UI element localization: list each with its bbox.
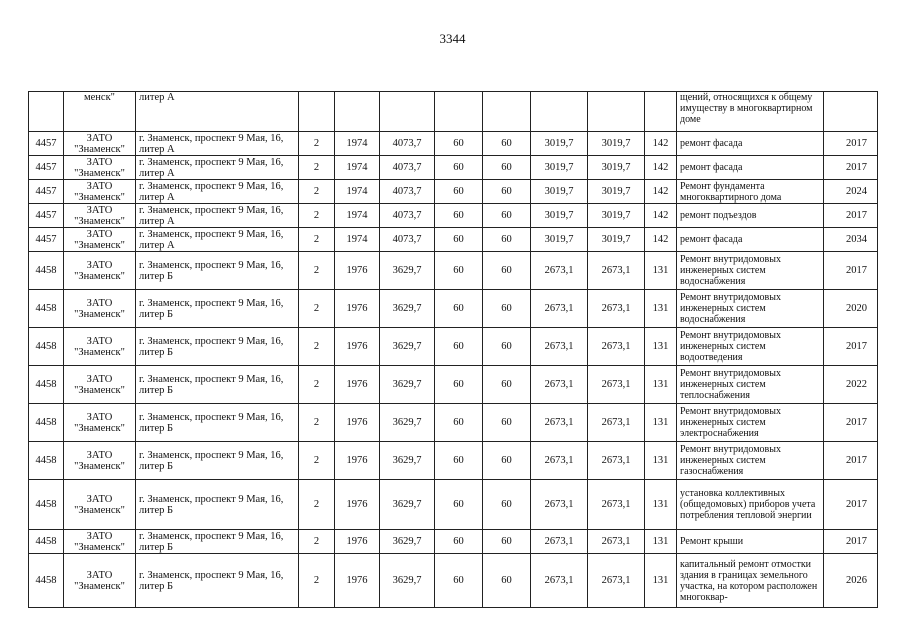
- cost-cell: 60: [435, 404, 483, 442]
- residents-cell: 131: [645, 404, 677, 442]
- floors-cell: 2: [299, 442, 335, 480]
- row-id-cell: 4457: [29, 180, 64, 204]
- table-row: [29, 530, 878, 554]
- floors-cell: 2: [299, 554, 335, 608]
- year-cell: 1974: [335, 204, 380, 228]
- address-cell: г. Знаменск, проспект 9 Мая, 16, литер А: [136, 132, 299, 156]
- address-cell: г. Знаменск, проспект 9 Мая, 16, литер Б: [136, 442, 299, 480]
- cost-limit-cell: 60: [483, 480, 531, 530]
- cost-limit-cell: 60: [483, 442, 531, 480]
- row-id-cell: 4458: [29, 252, 64, 290]
- plan-year-cell: 2017: [824, 252, 878, 290]
- cost-limit-cell: 60: [483, 132, 531, 156]
- table-row: [29, 328, 878, 366]
- row-id-cell: 4458: [29, 328, 64, 366]
- residents-cell: 131: [645, 328, 677, 366]
- residents-cell: 131: [645, 252, 677, 290]
- cost-limit-cell: 60: [483, 328, 531, 366]
- living-area-cell: 3019,7: [531, 228, 588, 252]
- plan-year-cell: 2017: [824, 156, 878, 180]
- total-area-cell: 4073,7: [380, 132, 435, 156]
- table-row: [29, 228, 878, 252]
- cost-cell: 60: [435, 228, 483, 252]
- plan-year-cell: 2020: [824, 290, 878, 328]
- living-area-owned-cell: 3019,7: [588, 180, 645, 204]
- living-area-cell: 2673,1: [531, 366, 588, 404]
- municipality-cell: ЗАТО "Знаменск": [64, 204, 136, 228]
- floors-cell: 2: [299, 132, 335, 156]
- plan-year-cell: 2026: [824, 554, 878, 608]
- living-area-cell: 3019,7: [531, 180, 588, 204]
- year-cell: 1976: [335, 366, 380, 404]
- total-area-cell: 3629,7: [380, 554, 435, 608]
- cost-cell: 60: [435, 442, 483, 480]
- year-cell: 1974: [335, 228, 380, 252]
- table-row: [29, 442, 878, 480]
- work-type-cell: Ремонт внутридомовых инженерных систем электроснабжения: [677, 404, 824, 442]
- cost-cell: 60: [435, 366, 483, 404]
- address-cell: г. Знаменск, проспект 9 Мая, 16, литер Б: [136, 480, 299, 530]
- table-row: [29, 404, 878, 442]
- residents-cell: 131: [645, 290, 677, 328]
- municipality-cell: ЗАТО "Знаменск": [64, 554, 136, 608]
- living-area-cell: 3019,7: [531, 132, 588, 156]
- residents-cell: 142: [645, 132, 677, 156]
- cost-cell: 60: [435, 132, 483, 156]
- cost-cell: 60: [435, 252, 483, 290]
- cost-limit-cell: 60: [483, 228, 531, 252]
- table-body: [29, 92, 878, 608]
- cost-limit-cell: 60: [483, 290, 531, 328]
- work-type-cell: Ремонт внутридомовых инженерных систем водоснабжения: [677, 290, 824, 328]
- cost-limit-cell: 60: [483, 156, 531, 180]
- cost-limit-cell: 60: [483, 252, 531, 290]
- year-cell: 1976: [335, 404, 380, 442]
- municipality-cell: ЗАТО "Знаменск": [64, 480, 136, 530]
- living-area-cell: 2673,1: [531, 328, 588, 366]
- floors-cell: 2: [299, 366, 335, 404]
- plan-year-cell: 2017: [824, 442, 878, 480]
- living-area-cell: 2673,1: [531, 480, 588, 530]
- total-area-cell: 3629,7: [380, 290, 435, 328]
- living-area-owned-cell: 3019,7: [588, 204, 645, 228]
- plan-year-cell: 2017: [824, 404, 878, 442]
- row-id-cell: 4457: [29, 204, 64, 228]
- work-type-cell: Ремонт фундамента многоквартирного дома: [677, 180, 824, 204]
- floors-cell: 2: [299, 228, 335, 252]
- row-id-cell: 4458: [29, 442, 64, 480]
- municipality-cell: ЗАТО "Знаменск": [64, 290, 136, 328]
- living-area-cell: 2673,1: [531, 554, 588, 608]
- plan-year-cell: 2017: [824, 132, 878, 156]
- living-area-owned-cell: 3019,7: [588, 156, 645, 180]
- residents-cell: 142: [645, 156, 677, 180]
- living-area-owned-cell: 3019,7: [588, 132, 645, 156]
- address-cell: г. Знаменск, проспект 9 Мая, 16, литер Б: [136, 366, 299, 404]
- continuation-row: [29, 92, 878, 132]
- address-cell: г. Знаменск, проспект 9 Мая, 16, литер Б: [136, 404, 299, 442]
- municipality-cell: ЗАТО "Знаменск": [64, 328, 136, 366]
- repair-schedule-table: [28, 91, 878, 608]
- cost-cell: 60: [435, 180, 483, 204]
- address-cell: г. Знаменск, проспект 9 Мая, 16, литер А: [136, 228, 299, 252]
- residents-cell: 142: [645, 204, 677, 228]
- floors-cell: 2: [299, 180, 335, 204]
- living-area-owned-cell: 2673,1: [588, 442, 645, 480]
- living-area-owned-cell: 2673,1: [588, 328, 645, 366]
- floors-cell: 2: [299, 404, 335, 442]
- address-cell: г. Знаменск, проспект 9 Мая, 16, литер Б: [136, 554, 299, 608]
- plan-year-cell: 2017: [824, 204, 878, 228]
- address-cell: г. Знаменск, проспект 9 Мая, 16, литер А: [136, 156, 299, 180]
- row-id-cell: 4458: [29, 554, 64, 608]
- floors-cell: 2: [299, 480, 335, 530]
- municipality-cell: ЗАТО "Знаменск": [64, 530, 136, 554]
- plan-year-cell: 2024: [824, 180, 878, 204]
- residents-cell: 131: [645, 530, 677, 554]
- work-type-cell: ремонт фасада: [677, 156, 824, 180]
- plan-year-cell: 2017: [824, 328, 878, 366]
- page-number: 3344: [439, 31, 466, 46]
- cost-cell: 60: [435, 290, 483, 328]
- row-id-cell: 4458: [29, 404, 64, 442]
- total-area-cell: 3629,7: [380, 404, 435, 442]
- living-area-cell: 2673,1: [531, 442, 588, 480]
- residents-cell: 131: [645, 366, 677, 404]
- living-area-owned-cell: 2673,1: [588, 554, 645, 608]
- total-area-cell: 4073,7: [380, 228, 435, 252]
- total-area-cell: 3629,7: [380, 480, 435, 530]
- row-id-cell: 4458: [29, 290, 64, 328]
- total-area-cell: 3629,7: [380, 366, 435, 404]
- municipality-cell: ЗАТО "Знаменск": [64, 442, 136, 480]
- residents-cell: 131: [645, 442, 677, 480]
- living-area-cell: 2673,1: [531, 530, 588, 554]
- work-type-cell: ремонт фасада: [677, 132, 824, 156]
- cost-limit-cell: 60: [483, 180, 531, 204]
- year-cell: 1974: [335, 180, 380, 204]
- address-cell: г. Знаменск, проспект 9 Мая, 16, литер Б: [136, 530, 299, 554]
- year-cell: 1976: [335, 252, 380, 290]
- residents-cell: 142: [645, 180, 677, 204]
- work-type-cell: капитальный ремонт отмостки здания в границах земельного участка, на котором расположен многоквар-: [677, 554, 824, 608]
- municipality-cell: менск": [64, 92, 136, 132]
- table-row: [29, 366, 878, 404]
- row-id-cell: 4457: [29, 228, 64, 252]
- municipality-cell: ЗАТО "Знаменск": [64, 252, 136, 290]
- row-id-cell: 4458: [29, 480, 64, 530]
- living-area-owned-cell: 3019,7: [588, 228, 645, 252]
- living-area-cell: 2673,1: [531, 252, 588, 290]
- row-id-cell: 4457: [29, 132, 64, 156]
- address-cell: г. Знаменск, проспект 9 Мая, 16, литер Б: [136, 328, 299, 366]
- living-area-owned-cell: 2673,1: [588, 366, 645, 404]
- floors-cell: 2: [299, 252, 335, 290]
- table-row: [29, 156, 878, 180]
- plan-year-cell: 2034: [824, 228, 878, 252]
- total-area-cell: 4073,7: [380, 204, 435, 228]
- living-area-owned-cell: 2673,1: [588, 530, 645, 554]
- total-area-cell: 3629,7: [380, 328, 435, 366]
- work-type-cell: Ремонт внутридомовых инженерных систем водоотведения: [677, 328, 824, 366]
- table-row: [29, 252, 878, 290]
- address-cell: литер А: [136, 92, 299, 132]
- year-cell: 1976: [335, 554, 380, 608]
- cost-cell: 60: [435, 554, 483, 608]
- year-cell: 1976: [335, 530, 380, 554]
- residents-cell: 131: [645, 480, 677, 530]
- living-area-cell: 2673,1: [531, 404, 588, 442]
- cost-cell: 60: [435, 480, 483, 530]
- total-area-cell: 4073,7: [380, 156, 435, 180]
- year-cell: 1974: [335, 132, 380, 156]
- work-type-cell: ремонт подъездов: [677, 204, 824, 228]
- table-row: [29, 554, 878, 608]
- municipality-cell: ЗАТО "Знаменск": [64, 366, 136, 404]
- floors-cell: 2: [299, 328, 335, 366]
- living-area-cell: 3019,7: [531, 204, 588, 228]
- living-area-owned-cell: 2673,1: [588, 252, 645, 290]
- address-cell: г. Знаменск, проспект 9 Мая, 16, литер Б: [136, 290, 299, 328]
- year-cell: 1976: [335, 328, 380, 366]
- municipality-cell: ЗАТО "Знаменск": [64, 180, 136, 204]
- cost-limit-cell: 60: [483, 530, 531, 554]
- table-row: [29, 204, 878, 228]
- year-cell: 1976: [335, 480, 380, 530]
- cost-cell: 60: [435, 530, 483, 554]
- floors-cell: 2: [299, 204, 335, 228]
- municipality-cell: ЗАТО "Знаменск": [64, 228, 136, 252]
- municipality-cell: ЗАТО "Знаменск": [64, 132, 136, 156]
- table-row: [29, 480, 878, 530]
- address-cell: г. Знаменск, проспект 9 Мая, 16, литер Б: [136, 252, 299, 290]
- residents-cell: 142: [645, 228, 677, 252]
- table-row: [29, 290, 878, 328]
- plan-year-cell: 2017: [824, 530, 878, 554]
- row-id-cell: 4458: [29, 530, 64, 554]
- floors-cell: 2: [299, 156, 335, 180]
- plan-year-cell: 2017: [824, 480, 878, 530]
- work-type-cell: Ремонт крыши: [677, 530, 824, 554]
- cost-limit-cell: 60: [483, 366, 531, 404]
- work-type-cell: установка коллективных (общедомовых) приборов учета потребления тепловой энергии: [677, 480, 824, 530]
- living-area-cell: 2673,1: [531, 290, 588, 328]
- row-id-cell: 4457: [29, 156, 64, 180]
- year-cell: 1974: [335, 156, 380, 180]
- total-area-cell: 4073,7: [380, 180, 435, 204]
- address-cell: г. Знаменск, проспект 9 Мая, 16, литер А: [136, 204, 299, 228]
- plan-year-cell: 2022: [824, 366, 878, 404]
- cost-limit-cell: 60: [483, 404, 531, 442]
- total-area-cell: 3629,7: [380, 252, 435, 290]
- living-area-owned-cell: 2673,1: [588, 290, 645, 328]
- work-type-cell: Ремонт внутридомовых инженерных систем газоснабжения: [677, 442, 824, 480]
- municipality-cell: ЗАТО "Знаменск": [64, 156, 136, 180]
- address-cell: г. Знаменск, проспект 9 Мая, 16, литер А: [136, 180, 299, 204]
- table-row: [29, 132, 878, 156]
- work-type-cell: Ремонт внутридомовых инженерных систем водоснабжения: [677, 252, 824, 290]
- work-type-cell: ремонт фасада: [677, 228, 824, 252]
- floors-cell: 2: [299, 530, 335, 554]
- table-row: [29, 180, 878, 204]
- work-cell: щений, относящихся к общему имуществу в многоквартирном доме: [677, 92, 824, 132]
- cost-cell: 60: [435, 156, 483, 180]
- year-cell: 1976: [335, 290, 380, 328]
- work-type-cell: Ремонт внутридомовых инженерных систем теплоснабжения: [677, 366, 824, 404]
- cost-cell: 60: [435, 204, 483, 228]
- total-area-cell: 3629,7: [380, 530, 435, 554]
- living-area-cell: 3019,7: [531, 156, 588, 180]
- row-id-cell: 4458: [29, 366, 64, 404]
- municipality-cell: ЗАТО "Знаменск": [64, 404, 136, 442]
- living-area-owned-cell: 2673,1: [588, 404, 645, 442]
- total-area-cell: 3629,7: [380, 442, 435, 480]
- cost-limit-cell: 60: [483, 204, 531, 228]
- residents-cell: 131: [645, 554, 677, 608]
- year-cell: 1976: [335, 442, 380, 480]
- floors-cell: 2: [299, 290, 335, 328]
- cost-limit-cell: 60: [483, 554, 531, 608]
- cost-cell: 60: [435, 328, 483, 366]
- living-area-owned-cell: 2673,1: [588, 480, 645, 530]
